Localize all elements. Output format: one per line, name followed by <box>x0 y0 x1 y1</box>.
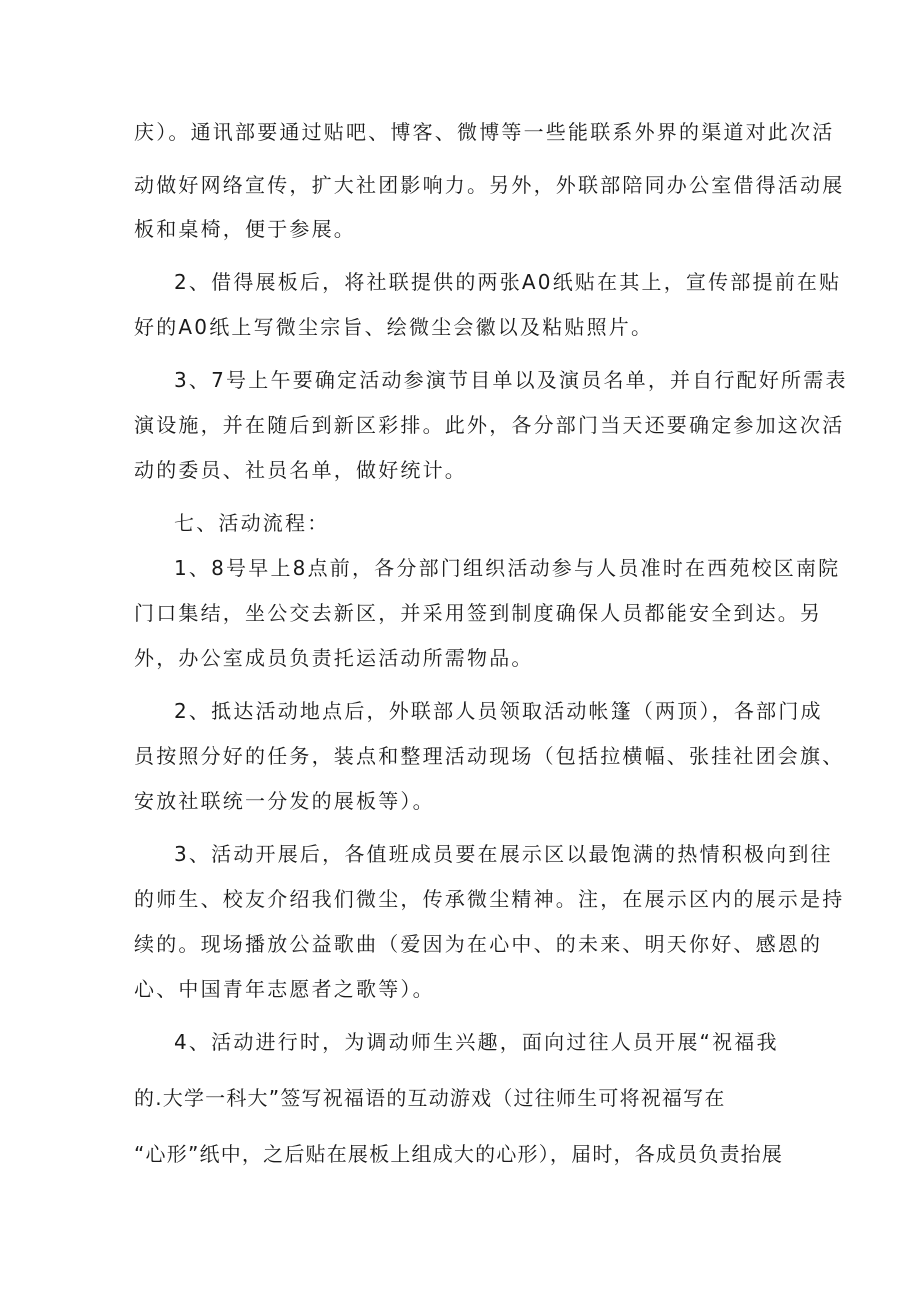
text-line: 续的。现场播放公益歌曲（爱因为在心中、的未来、明天你好、感恩的 <box>134 932 823 956</box>
text-line: 3、活动开展后，各值班成员要在展示区以最饱满的热情积极向到往 <box>174 842 833 866</box>
section-heading: 七、活动流程： <box>174 511 330 535</box>
text-line: 的师生、校友介绍我们微尘，传承微尘精神。注，在展示区内的展示是持 <box>134 887 845 911</box>
text-line: 门口集结，坐公交去新区，并采用签到制度确保人员都能安全到达。另 <box>134 601 823 625</box>
text-line: 4、活动进行时，为调动师生兴趣，面向过往人员开展“祝福我 <box>174 1030 779 1054</box>
text-line: 好的A0纸上写微尘宗旨、绘微尘会徽以及粘贴照片。 <box>134 315 654 339</box>
text-line: 安放社联统一分发的展板等）。 <box>134 789 435 813</box>
text-line: 3、7号上午要确定活动参演节目单以及演员名单，并自行配好所需表 <box>174 368 848 392</box>
text-line: 2、抵达活动地点后，外联部人员领取活动帐篷（两顶），各部门成 <box>174 699 823 723</box>
text-line: 员按照分好的任务，装点和整理活动现场（包括拉横幅、张挂社团会旗、 <box>134 744 845 768</box>
text-line: 心、中国青年志愿者之歌等）。 <box>134 977 435 1001</box>
text-line: 2、借得展板后，将社联提供的两张A0纸贴在其上，宣传部提前在贴 <box>174 270 842 294</box>
text-line: “心形”纸中，之后贴在展板上组成大的心形），届时，各成员负责抬展 <box>134 1142 784 1166</box>
text-line: 动的委员、社员名单，做好统计。 <box>134 458 467 482</box>
text-line: 庆）。通讯部要通过贴吧、博客、微博等一些能联系外界的渠道对此次活 <box>134 120 835 144</box>
text-line: 演设施，并在随后到新区彩排。此外，各分部门当天还要确定参加这次活 <box>134 413 845 437</box>
text-line: 外，办公室成员负责托运活动所需物品。 <box>134 646 534 670</box>
text-line: 的.大学一科大”签写祝福语的互动游戏（过往师生可将祝福写在 <box>134 1086 726 1110</box>
text-line: 板和桌椅，便于参展。 <box>134 217 356 241</box>
text-line: 动做好网络宣传，扩大社团影响力。另外，外联部陪同办公室借得活动展 <box>134 173 845 197</box>
text-line: 1、8号早上8点前，各分部门组织活动参与人员准时在西苑校区南院 <box>174 556 841 580</box>
